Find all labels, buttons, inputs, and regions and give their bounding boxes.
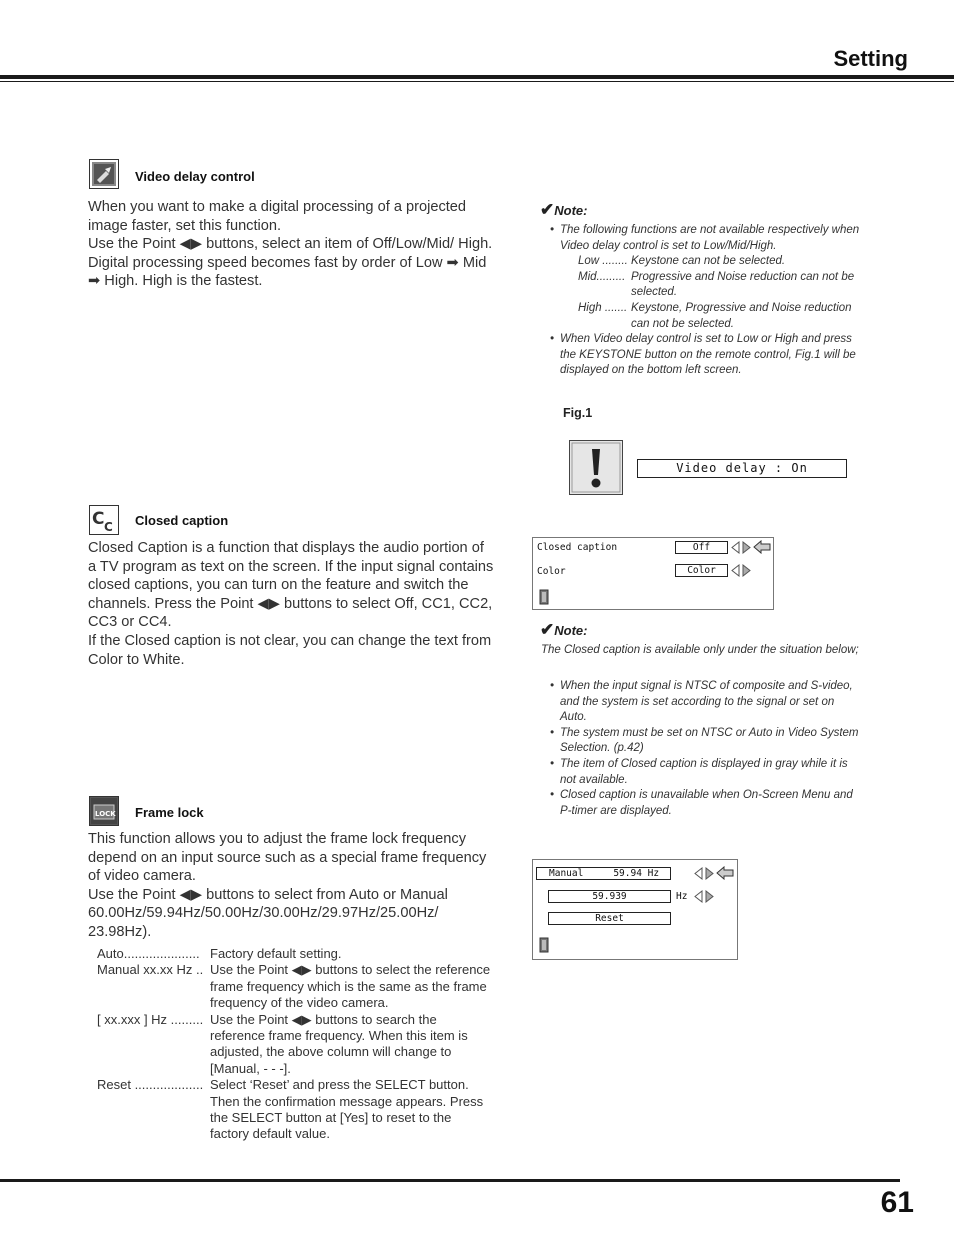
video-delay-paragraph: When you want to make a digital processing of a projected image faster, set this function. — [88, 199, 467, 234]
note-subitem: Mid......... Progressive and Noise reduction can not be selected. — [578, 270, 855, 299]
frame-lock-osd-menu — [532, 859, 738, 960]
osd-reset-button[interactable]: Reset — [548, 912, 671, 925]
enter-arrow-icon[interactable] — [716, 866, 734, 880]
closed-caption-paragraph: Closed Caption is a function that displays the audio portion of a TV program as text on the screen. If the input signal contains closed captions, you can turn on the feature and switch the channels. Press the Point ◀▶ buttons to select Off, CC1, CC2, CC3 or CC4. — [88, 540, 494, 631]
fig1-video-delay-message: Video delay : On — [637, 459, 847, 478]
note-bullet: • When the input signal is NTSC of composite and S-video, and the system is set according to the signal or set on Auto. — [550, 679, 862, 726]
exit-door-icon[interactable] — [539, 589, 549, 605]
frame-lock-icon — [89, 796, 119, 826]
definition-row: Auto..................... Factory default setting. — [97, 946, 342, 961]
note-bullet: • Closed caption is unavailable when On-Screen Menu and P-timer are displayed. — [550, 788, 862, 819]
checkmark-icon: ✔ — [540, 200, 555, 219]
closed-caption-paragraph: If the Closed caption is not clear, you can change the text from Color to White. — [88, 632, 492, 668]
osd-closed-caption-value[interactable]: Off — [675, 541, 728, 554]
closed-caption-title: Closed caption — [135, 513, 229, 528]
warning-icon — [569, 440, 623, 495]
closed-caption-note-heading: ✔Note: — [540, 620, 588, 639]
video-delay-title: Video delay control — [135, 169, 255, 184]
page-number: 61 — [880, 1186, 914, 1219]
osd-frequency-value[interactable]: 59.939 — [548, 890, 671, 903]
note-subitem: Low ........ Keystone can not be selected. — [578, 255, 786, 268]
video-delay-note — [550, 223, 862, 379]
note-bullet: • The item of Closed caption is displayed in gray while it is not available. — [550, 757, 862, 788]
frame-lock-description — [88, 830, 496, 942]
frame-lock-paragraph: This function allows you to adjust the frame lock frequency depend on an input source such as a special frame frequency of video camera. — [88, 831, 487, 885]
video-delay-icon — [89, 159, 119, 189]
video-delay-description — [88, 198, 496, 291]
svg-text:LOCK: LOCK — [95, 810, 116, 818]
video-delay-paragraph: Use the Point ◀▶ buttons, select an item of Off/Low/Mid/ High. — [88, 236, 493, 253]
header-rule-thin — [0, 81, 954, 82]
frame-lock-title: Frame lock — [135, 805, 204, 820]
osd-color-value[interactable]: Color — [675, 564, 728, 577]
definition-row: [ xx.xxx ] Hz ......... Use the Point ◀▶ buttons to search the reference frame frequency. When this item is adjusted, the above column will change to [Manual, - - -]. — [97, 1011, 468, 1076]
closed-caption-icon — [89, 505, 119, 535]
frame-lock-paragraph: Use the Point ◀▶ buttons to select from Auto or Manual 60.00Hz/59.94Hz/50.00Hz/30.00Hz/29.97Hz/25.00Hz/ 23.98Hz). — [88, 886, 448, 940]
osd-closed-caption-label: Closed caption — [537, 542, 618, 553]
svg-text:C: C — [104, 520, 113, 534]
page-header-title: Setting — [833, 46, 908, 71]
osd-hz-unit: Hz — [676, 891, 688, 902]
closed-caption-osd-menu — [532, 537, 774, 610]
note-subitem: High ....... Keystone, Progressive and Noise reduction can not be selected. — [578, 301, 852, 330]
definition-row: Reset ................... Select ‘Reset’ and press the SELECT button. Then the confirmation message appears. Press the SELECT button at [Yes] to reset to the factory default value. — [97, 1077, 484, 1142]
video-delay-paragraph: Digital processing speed becomes fast by order of Low ➡ Mid ➡ High. High is the fastest. — [88, 254, 487, 290]
definition-row: Manual xx.xx Hz .. Use the Point ◀▶ buttons to select the reference frame frequency which is the same as the frame frequency of the video camera. — [97, 962, 491, 1011]
note-bullet: • The system must be set on NTSC or Auto in Video System Selection. (p.42) — [550, 726, 862, 757]
video-delay-note-heading: ✔Note: — [540, 200, 588, 219]
closed-caption-note-list — [550, 679, 862, 819]
header-rule — [0, 75, 954, 79]
note-bullet: • When Video delay control is set to Low or High and press the KEYSTONE button on the remote control, Fig.1 will be displayed on the bottom left screen. — [550, 332, 862, 379]
fig1-label: Fig.1 — [563, 406, 593, 420]
closed-caption-description — [88, 539, 496, 669]
left-right-arrows-icon[interactable] — [731, 541, 751, 554]
left-right-arrows-icon[interactable] — [694, 867, 714, 880]
checkmark-icon: ✔ — [540, 620, 555, 639]
osd-manual-row[interactable]: Manual 59.94 Hz — [536, 867, 671, 880]
osd-color-label: Color — [537, 566, 566, 577]
left-right-arrows-icon[interactable] — [731, 564, 751, 577]
enter-arrow-icon[interactable] — [753, 540, 771, 554]
svg-text:C: C — [92, 509, 105, 529]
left-right-arrows-icon[interactable] — [694, 890, 714, 903]
note-bullet: • The following functions are not available respectively when Video delay control is set to Low/Mid/High. — [550, 223, 862, 254]
footer-rule — [0, 1179, 900, 1182]
frame-lock-definitions — [97, 946, 492, 1143]
exit-door-icon[interactable] — [539, 937, 549, 953]
closed-caption-note-intro: The Closed caption is available only under the situation below; — [541, 644, 859, 656]
